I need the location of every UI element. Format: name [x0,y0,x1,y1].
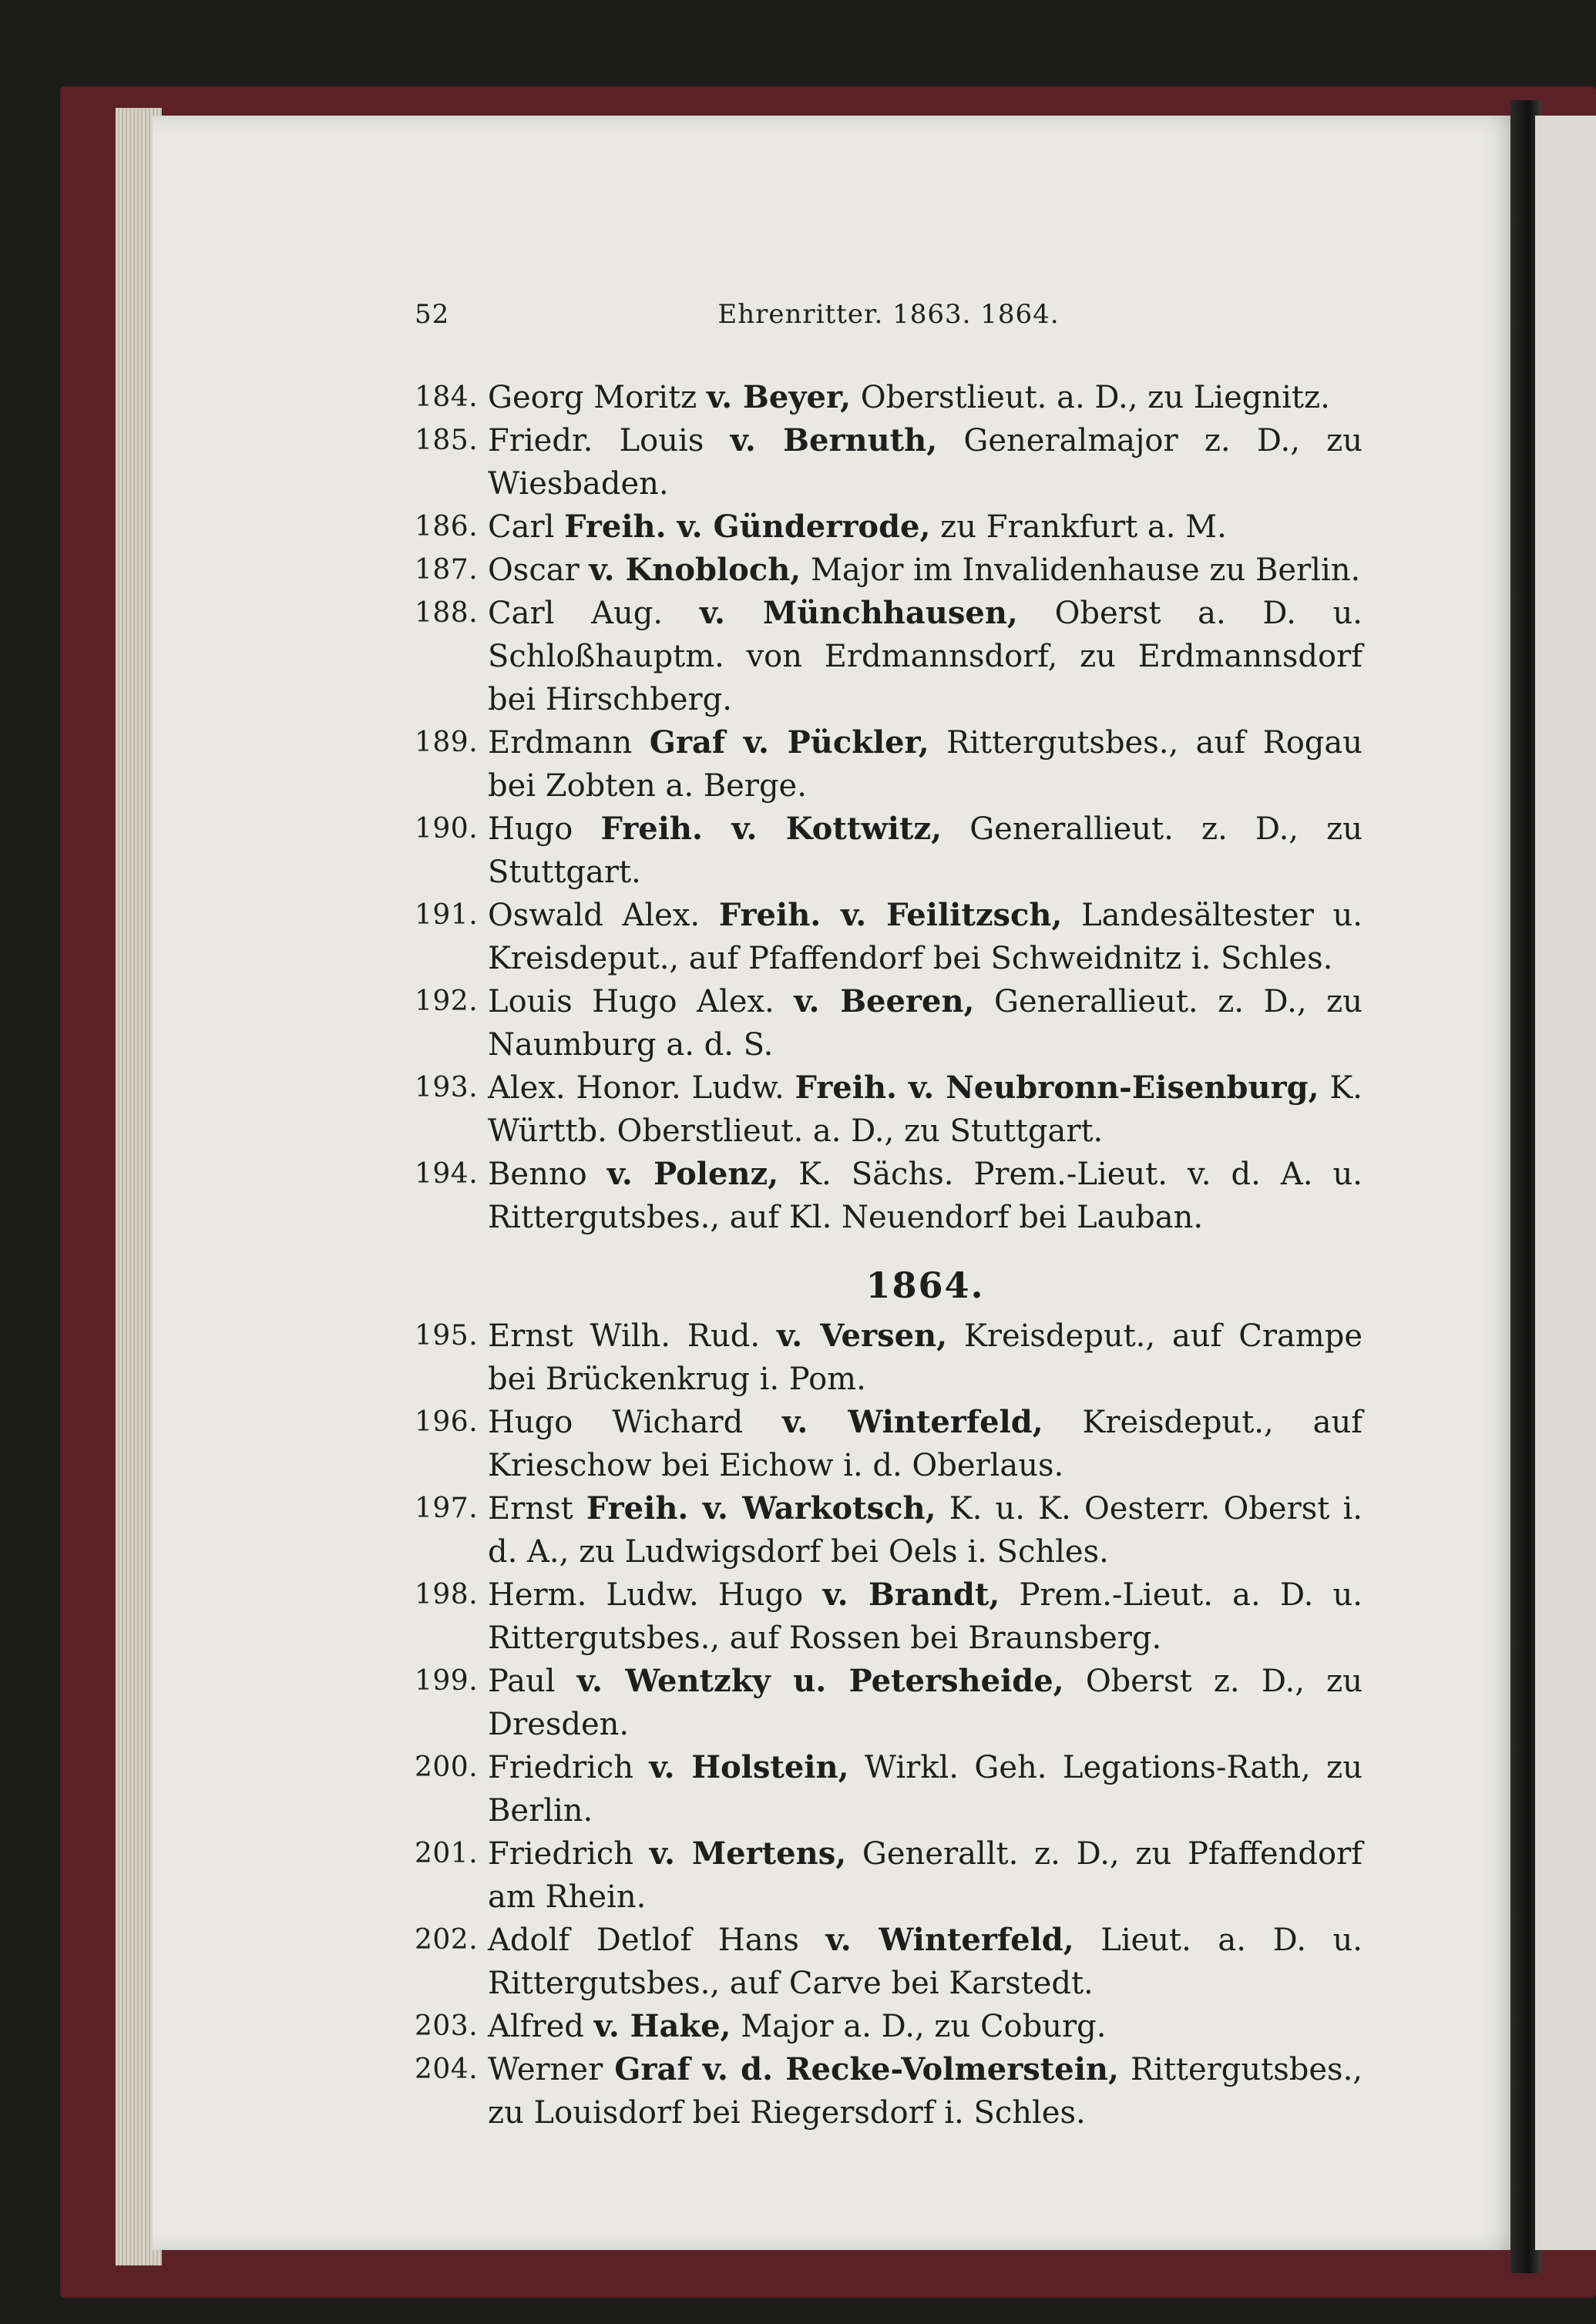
entry-family-name: Freih. v. Warkotsch, [586,1490,936,1526]
entry-number: 190. [415,813,479,845]
entry-list-1863 [415,376,1362,1239]
entry-details: Rittergutsbes., zu Louisdorf bei Riegersdorf i. Schles. [488,2052,1362,2131]
entry-text [488,1315,1362,1401]
list-item [415,505,1362,549]
entry-number: 199. [415,1665,479,1697]
entry-details: Oberst a. D. u. Schloßhauptm. von Erdmannsdorf, zu Erdmannsdorf bei Hirschberg. [488,596,1363,717]
entry-number: 196. [415,1406,479,1438]
entry-number: 194. [415,1158,479,1190]
list-item [415,549,1362,592]
entry-details: K. Sächs. Prem.-Lieut. v. d. A. u. Rittergutsbes., auf Kl. Neuendorf bei Lauban. [488,1157,1362,1235]
list-item [415,1660,1362,1746]
entry-family-name: v. Winterfeld, [825,1922,1074,1958]
list-item [415,808,1362,894]
entry-details: Generalmajor z. D., zu Wiesbaden. [488,423,1363,502]
entry-details: zu Frankfurt a. M. [940,509,1227,545]
entry-family-name: Freih. v. Neubronn-Eisenburg, [795,1070,1319,1106]
entry-number: 188. [415,597,479,629]
entry-text [488,721,1362,808]
entry-details: Kreisdeput., auf Krieschow bei Eichow i. d. Oberlaus. [488,1405,1363,1483]
entry-number: 200. [415,1751,479,1783]
entry-family-name: Graf v. d. Recke-Volmerstein, [614,2051,1119,2087]
entry-details: Prem.-Lieut. a. D. u. Rittergutsbes., auf Rossen bei Braunsberg. [488,1577,1362,1656]
list-item [415,419,1362,505]
entry-family-name: v. Polenz, [606,1156,779,1192]
list-item [415,894,1362,980]
entry-text [488,808,1362,894]
entry-family-name: v. Versen, [776,1318,948,1354]
entry-details: Oberstlieut. a. D., zu Liegnitz. [860,380,1330,415]
running-title: Ehrenritter. 1863. 1864. [717,299,1060,330]
list-item [415,721,1362,808]
entry-family-name: v. Knobloch, [589,552,801,588]
entry-text [488,1401,1362,1487]
entry-given-names: Carl Aug. [488,596,664,631]
entry-text [488,980,1362,1066]
entry-details: Major a. D., zu Coburg. [741,2009,1107,2044]
entry-given-names: Carl [488,509,555,545]
entry-text [488,1066,1362,1153]
entry-given-names: Oswald Alex. [488,898,701,933]
facing-page-edge [1535,116,1596,2250]
list-item [415,980,1362,1066]
entry-number: 192. [415,986,479,1017]
entry-family-name: v. Mertens, [649,1835,847,1872]
running-head [415,299,1362,345]
entry-given-names: Oscar [488,552,580,588]
entry-number: 198. [415,1579,479,1610]
entry-given-names: Friedr. Louis [488,423,704,458]
entry-details: Oberst z. D., zu Dresden. [488,1664,1363,1742]
entry-given-names: Erdmann [488,725,633,761]
entry-text [488,894,1362,980]
entry-details: Major im Invalidenhause zu Berlin. [810,552,1361,588]
entry-text [488,592,1362,721]
entry-given-names: Hugo [488,811,573,847]
entry-number: 185. [415,425,479,456]
page-number: 52 [415,299,450,330]
entry-given-names: Ernst [488,1491,573,1526]
list-item [415,1746,1362,1832]
list-item [415,1919,1362,2005]
entry-number: 186. [415,511,479,542]
entry-family-name: v. Wentzky u. Petersheide, [576,1663,1064,1699]
entry-number: 203. [415,2010,479,2042]
entry-given-names: Alfred [488,2009,584,2044]
entry-details: Generallieut. z. D., zu Stuttgart. [488,811,1362,890]
entry-text [488,1746,1362,1832]
entry-details: K. u. K. Oesterr. Oberst i. d. A., zu Ludwigsdorf bei Oels i. Schles. [488,1491,1363,1570]
entry-given-names: Friedrich [488,1836,634,1872]
list-item [415,2048,1362,2134]
section-heading-1864: 1864. [865,1264,985,1306]
entry-family-name: v. Beeren, [794,983,975,1019]
entry-text [488,549,1362,592]
entry-family-name: Freih. v. Kottwitz, [600,811,942,847]
entry-text [488,2048,1362,2134]
entry-text [488,1660,1362,1746]
list-item [415,1487,1362,1573]
entry-given-names: Alex. Honor. Ludw. [488,1070,785,1106]
entry-text [488,505,1362,549]
list-item [415,1066,1362,1153]
entry-number: 193. [415,1072,479,1103]
entry-text [488,1919,1362,2005]
entry-given-names: Paul [488,1664,556,1699]
entry-family-name: v. Münchhausen, [699,595,1018,631]
entry-family-name: v. Bernuth, [730,422,938,458]
list-item [415,1832,1362,1919]
entry-text [488,419,1362,505]
entry-text [488,376,1362,419]
list-item [415,2005,1362,2048]
entry-number: 187. [415,554,479,586]
entry-number: 195. [415,1320,479,1352]
entry-text [488,1832,1362,1919]
list-item [415,376,1362,419]
entry-details: Lieut. a. D. u. Rittergutsbes., auf Carve bei Karstedt. [488,1923,1362,2001]
entry-given-names: Adolf Detlof Hans [488,1923,799,1958]
entry-given-names: Ernst Wilh. Rud. [488,1318,761,1354]
list-item [415,592,1362,721]
entry-given-names: Louis Hugo Alex. [488,984,774,1019]
entry-family-name: Freih. v. Feilitzsch, [718,897,1063,933]
entry-given-names: Georg Moritz [488,380,697,415]
entry-family-name: v. Brandt, [822,1577,1000,1613]
entry-details: Wirkl. Geh. Legations-Rath, zu Berlin. [488,1750,1363,1829]
entry-details: K. Württb. Oberstlieut. a. D., zu Stuttgart. [488,1070,1362,1149]
list-item [415,1315,1362,1401]
entry-given-names: Benno [488,1157,587,1192]
entry-text [488,1573,1362,1660]
entry-given-names: Friedrich [488,1750,634,1785]
entry-details: Rittergutsbes., auf Rogau bei Zobten a. Berge. [488,725,1362,804]
entry-family-name: v. Winterfeld, [782,1404,1043,1440]
entry-text [488,1153,1362,1239]
entry-number: 184. [415,381,479,413]
entry-given-names: Herm. Ludw. Hugo [488,1577,804,1613]
list-item [415,1153,1362,1239]
entry-details: Landesältester u. Kreisdeput., auf Pfaffendorf bei Schweidnitz i. Schles. [488,898,1362,976]
entry-list-1864 [415,1315,1362,2134]
entry-family-name: Freih. v. Günderrode, [564,509,931,545]
entry-text [488,1487,1362,1573]
entry-number: 197. [415,1493,479,1524]
entry-number: 201. [415,1838,479,1869]
entry-text [488,2005,1362,2048]
entry-given-names: Werner [488,2052,603,2087]
entry-family-name: v. Holstein, [649,1749,849,1785]
page-content [415,299,1362,2134]
entry-number: 189. [415,727,479,758]
entry-given-names: Hugo Wichard [488,1405,744,1440]
entry-details: Generallieut. z. D., zu Naumburg a. d. S. [488,984,1362,1063]
list-item [415,1401,1362,1487]
entry-number: 204. [415,2054,479,2085]
entry-details: Kreisdeput., auf Crampe bei Brückenkrug i. Pom. [488,1318,1363,1397]
entry-family-name: v. Hake, [593,2008,731,2044]
entry-family-name: Graf v. Pückler, [649,724,929,761]
entry-details: Generallt. z. D., zu Pfaffendorf am Rhein. [488,1836,1362,1915]
list-item [415,1573,1362,1660]
entry-number: 191. [415,899,479,931]
entry-family-name: v. Beyer, [706,379,852,415]
entry-number: 202. [415,1924,479,1956]
